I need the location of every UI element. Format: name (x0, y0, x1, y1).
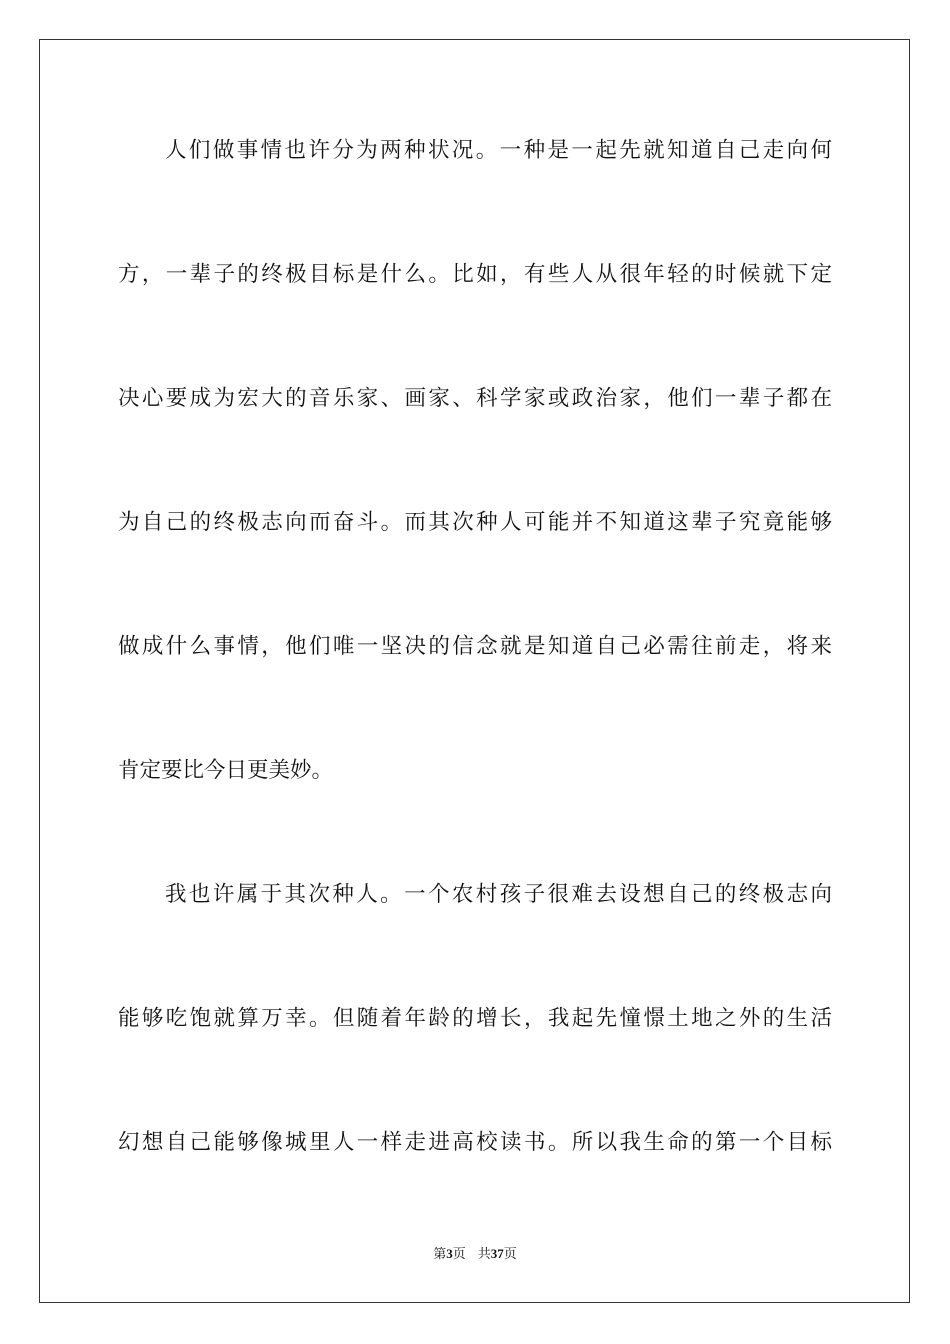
text-line: 决心要成为宏大的音乐家、画家、科学家或政治家，他们一辈子都在 (118, 386, 832, 411)
text-line: 为自己的终极志向而奋斗。而其次种人可能并不知道这辈子究竟能够 (118, 510, 832, 535)
total-suffix: 页 (503, 1246, 517, 1261)
text-line: 我也许属于其次种人。一个农村孩子很难去设想自己的终极志向 (165, 882, 832, 907)
text-line: 幻想自己能够像城里人一样走进高校读书。所以我生命的第一个目标 (118, 1130, 832, 1155)
page-number: 3 (446, 1246, 453, 1261)
text-line: 肯定要比今日更美妙。 (118, 758, 334, 783)
text-line: 做成什么事情，他们唯一坚决的信念就是知道自己必需往前走，将来 (118, 634, 832, 659)
total-prefix: 共 (477, 1246, 491, 1261)
page-prefix: 第 (433, 1246, 447, 1261)
page-suffix: 页 (452, 1246, 466, 1261)
text-line: 能够吃饱就算万幸。但随着年龄的增长，我起先憧憬土地之外的生活 (118, 1006, 832, 1031)
total-pages: 37 (490, 1246, 504, 1261)
page-border (39, 39, 910, 1303)
page-footer (0, 1245, 950, 1263)
text-line: 方，一辈子的终极目标是什么。比如，有些人从很年轻的时候就下定 (118, 262, 832, 287)
text-line: 人们做事情也许分为两种状况。一种是一起先就知道自己走向何 (165, 138, 832, 163)
